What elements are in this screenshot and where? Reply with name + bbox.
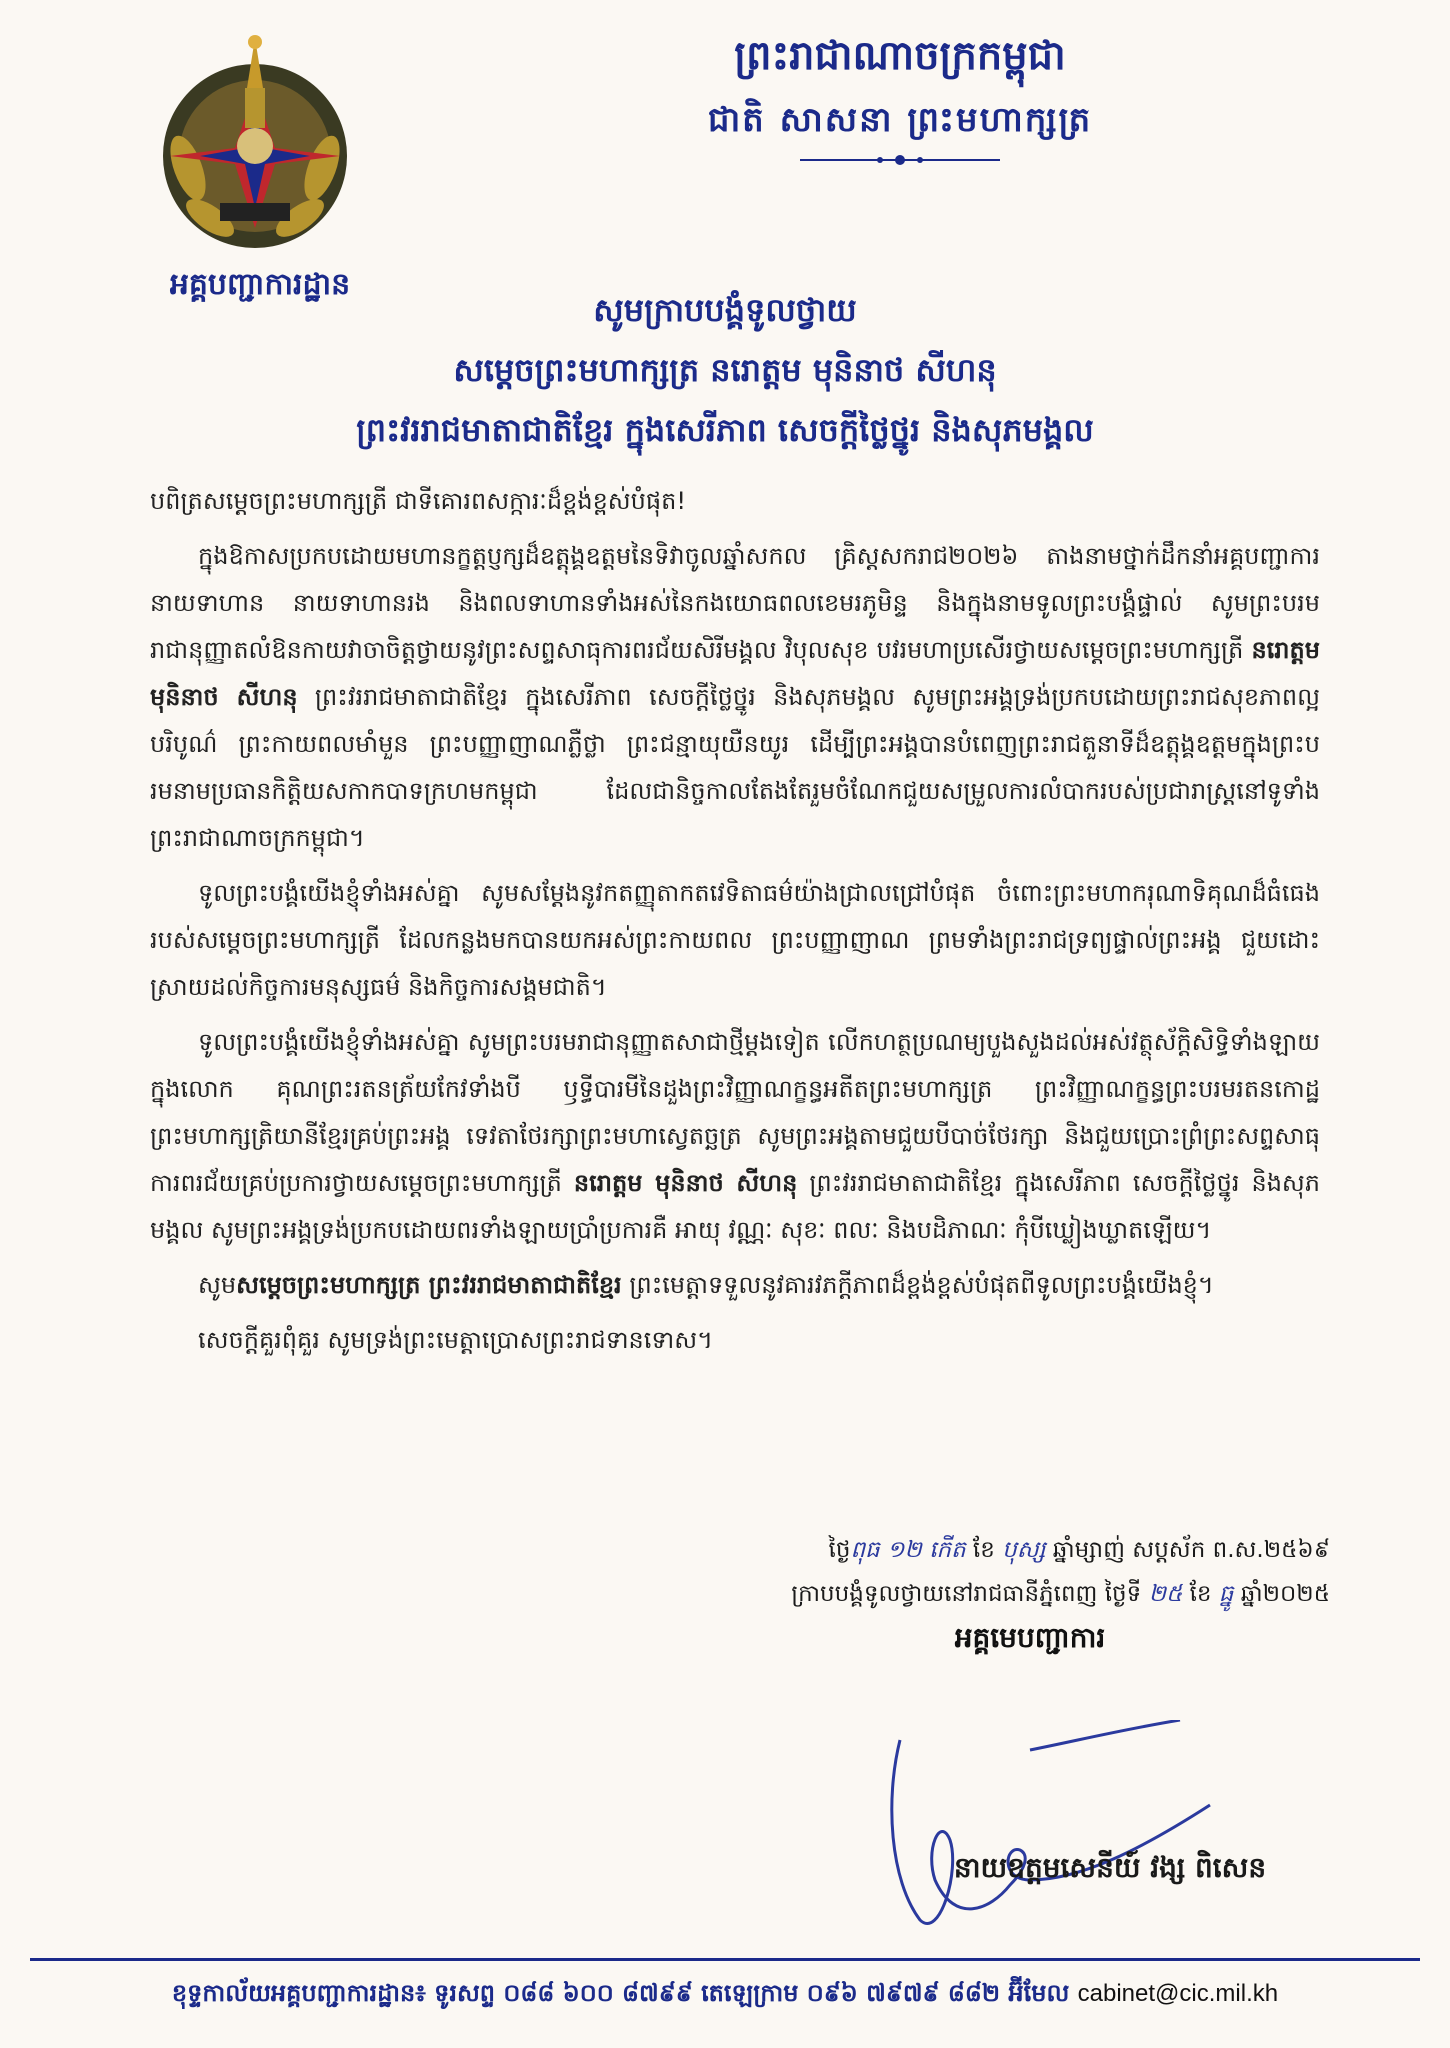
paragraph-3-name: នរោត្តម មុនិនាថ សីហនុ — [573, 1169, 798, 1197]
addressee-line-3: ព្រះវររាជមាតាជាតិខ្មែរ ក្នុងសេរីភាព សេចក្តីថ្លៃថ្នូរ និងសុភមង្គល — [356, 411, 1094, 449]
paragraph-1-text-b: ព្រះវររាជមាតាជាតិខ្មែរ ក្នុងសេរីភាព សេចក្តីថ្លៃថ្នូរ និងសុភមង្គល សូមព្រះអង្គទ្រង់ប្រកបដោយព្រះរាជសុខភាពល្អបរិបូណ៌ ព្រះកាយពលមាំមួន ព្រះបញ្ញាញាណភ្លឺថ្លា ព្រះជន្មាយុយឺនយូរ ដើម្បីព្រះអង្គបានបំពេញព្រះរាជតួនាទីដ៏ឧត្តុង្គឧត្តមក្នុងព្រះបរមនាមប្រធានកិត្តិយសកាកបាទក្រហមកម្ពុជា ដែលជានិច្ចកាលតែងតែរួមចំណែកជួយសម្រួលការលំបាករបស់ប្រជារាស្ត្រនៅទូទាំងព្រះរាជាណាចក្រកម្ពុជា។ — [150, 683, 1320, 852]
paragraph-5: សេចក្តីគួរពុំគួរ សូមទ្រង់ព្រះមេត្តាប្រោសព្រះរាជទានទោស។ — [198, 1326, 713, 1354]
footer-email: cabinet@cic.mil.kh — [1077, 1980, 1279, 2007]
national-motto: ជាតិ សាសនា ព្រះមហាក្សត្រ — [707, 100, 1093, 140]
lunar-date-handwritten: ពុធ ១២ កើត — [850, 1537, 966, 1563]
day-handwritten: ២៥ — [1148, 1581, 1183, 1607]
handwritten-signature — [880, 1720, 1220, 1960]
salutation: បពិត្រសម្តេចព្រះមហាក្សត្រី ជាទីគោរពសក្ការៈដ៏ខ្ពង់ខ្ពស់បំផុត! — [150, 487, 686, 515]
lunar-date-line — [530, 1528, 1330, 1572]
paragraph-4-bold: សម្តេចព្រះមហាក្សត្រ ព្រះវររាជមាតាជាតិខ្មែរ — [236, 1271, 622, 1299]
paragraph-1-name: នរោត្តម មុនិនាថ សីហនុ — [150, 636, 1320, 711]
signatory-name: នាយឧត្តមសេនីយ៍ វង្ស ពិសេន — [953, 1851, 1267, 1884]
paragraph-4-text-a: សូម — [198, 1271, 237, 1299]
footer-contact — [40, 1978, 1410, 2013]
addressee-line-2: សម្តេចព្រះមហាក្សត្រ នរោត្តម មុនិនាថ សីហនុ — [453, 351, 997, 389]
kingdom-title: ព្រះរាជាណាចក្រកម្ពុជា — [734, 32, 1066, 79]
place-date-line — [530, 1572, 1330, 1616]
letter-body — [150, 478, 1320, 1372]
paragraph-4 — [150, 1262, 1320, 1309]
paragraph-2: ទូលព្រះបង្គំយើងខ្ញុំទាំងអស់គ្នា សូមសម្តែងនូវកតញ្ញុតាកតវេទិតាធម៌យ៉ាងជ្រាលជ្រៅបំផុត ចំពោះព្រះមហាករុណាទិគុណដ៏ធំធេងរបស់សម្តេចព្រះមហាក្សត្រី ដែលកន្លងមកបានយកអស់ព្រះកាយពល ព្រះបញ្ញាញាណ ព្រមទាំងព្រះរាជទ្រព្យផ្ទាល់ព្រះអង្គ ជួយដោះស្រាយដល់កិច្ចការមនុស្សធម៌ និងកិច្ចការសង្គមជាតិ។ — [150, 879, 1320, 1001]
lunar-date-suffix: ឆ្នាំម្សាញ់ សប្តស័ក ព.ស.២៥៦៩ — [1045, 1537, 1330, 1563]
unit-name: អគ្គបញ្ជាការដ្ឋាន — [169, 267, 351, 302]
ornament-divider — [800, 152, 1000, 168]
lunar-month-handwritten: បុស្ស — [1002, 1537, 1046, 1563]
footer-divider — [30, 1958, 1420, 1961]
paragraph-3-text-b: ព្រះវររាជមាតាជាតិខ្មែរ ក្នុងសេរីភាព សេចក្តីថ្លៃថ្នូរ និងសុភមង្គល សូមព្រះអង្គទ្រង់ប្រកបដោយពរទាំងឡាយប្រាំប្រការគឺ អាយុ វណ្ណៈ សុខៈ ពលៈ និងបដិភាណៈ កុំបីឃ្លៀងឃ្លាតឡើយ។ — [150, 1169, 1321, 1244]
place-date-prefix: ក្រាបបង្គំទូលថ្វាយនៅរាជធានីភ្នំពេញ ថ្ងៃទី — [791, 1581, 1149, 1607]
footer-contact-text: ខុទ្ទកាល័យអគ្គបញ្ជាការដ្ឋាន៖ ទូរសព្ទ ០៨៨ ៦០០ ៨៧៩៩ តេឡេក្រាម ០៩៦ ៧៩៧៩ ៨៨២ អ៊ីមែល — [171, 1979, 1070, 2007]
military-emblem-logo — [140, 28, 370, 258]
lunar-date-mid: ខែ — [965, 1537, 1003, 1563]
month-prefix: ខែ — [1182, 1581, 1219, 1607]
lunar-date-prefix: ថ្ងៃ — [828, 1537, 851, 1563]
paragraph-3-text-a: ទូលព្រះបង្គំយើងខ្ញុំទាំងអស់គ្នា សូមព្រះបរមរាជានុញ្ញាតសាជាថ្មីម្តងទៀត លើកហត្ថប្រណម្យបួងសួងដល់អស់វត្ថុស័ក្តិសិទ្ធិទាំងឡាយក្នុងលោក គុណព្រះរតនត្រ័យកែវទាំងបី ឫទ្ធីបារមីនៃដួងព្រះវិញ្ញាណក្ខន្ធអតីតព្រះមហាក្សត្រ ព្រះវិញ្ញាណក្ខន្ធព្រះបរមរតនកោដ្ឋ ព្រះមហាក្សត្រិយានីខ្មែរគ្រប់ព្រះអង្គ ទេវតាថែរក្សាព្រះមហាស្វេតច្ឆត្រ សូមព្រះអង្គតាមជួយបីបាច់ថែរក្សា និងជួយប្រោះព្រំព្រះសព្ទសាធុការពរជ័យគ្រប់ប្រការថ្វាយសម្តេចព្រះមហាក្សត្រី — [150, 1028, 1320, 1197]
addressee-line-1: សូមក្រាបបង្គំទូលថ្វាយ — [593, 291, 857, 329]
paragraph-1-text-a: ក្នុងឱកាសប្រកបដោយមហានក្ខត្តប្ញក្សដ៏ឧត្តុង្គឧត្តមនៃទិវាចូលឆ្នាំសកល គ្រិស្តសករាជ២០២៦ តាងនាមថ្នាក់ដឹកនាំអគ្គបញ្ជាការ នាយទាហាន នាយទាហានរង និងពលទាហានទាំងអស់នៃកងយោធពលខេមរភូមិន្ទ និងក្នុងនាមទូលព្រះបង្គំផ្ទាល់ សូមព្រះបរមរាជានុញ្ញាតលំឱនកាយវាចាចិត្តថ្វាយនូវព្រះសព្ទសាធុការពរជ័យសិរីមង្គល វិបុលសុខ បវរមហាប្រសើរថ្វាយសម្តេចព្រះមហាក្សត្រី — [150, 542, 1320, 664]
paragraph-3 — [150, 1019, 1320, 1254]
paragraph-4-text-b: ព្រះមេត្តាទទួលនូវគារវភក្តីភាពដ៏ខ្ពង់ខ្ពស់បំផុតពីទូលព្រះបង្គំយើងខ្ញុំ។ — [621, 1271, 1214, 1299]
year-text: ឆ្នាំ២០២៥ — [1233, 1581, 1330, 1607]
month-handwritten: ធ្នូ — [1218, 1581, 1234, 1607]
signatory-title: អគ្គមេបញ្ជាការ — [954, 1621, 1106, 1654]
paragraph-1 — [150, 533, 1320, 862]
